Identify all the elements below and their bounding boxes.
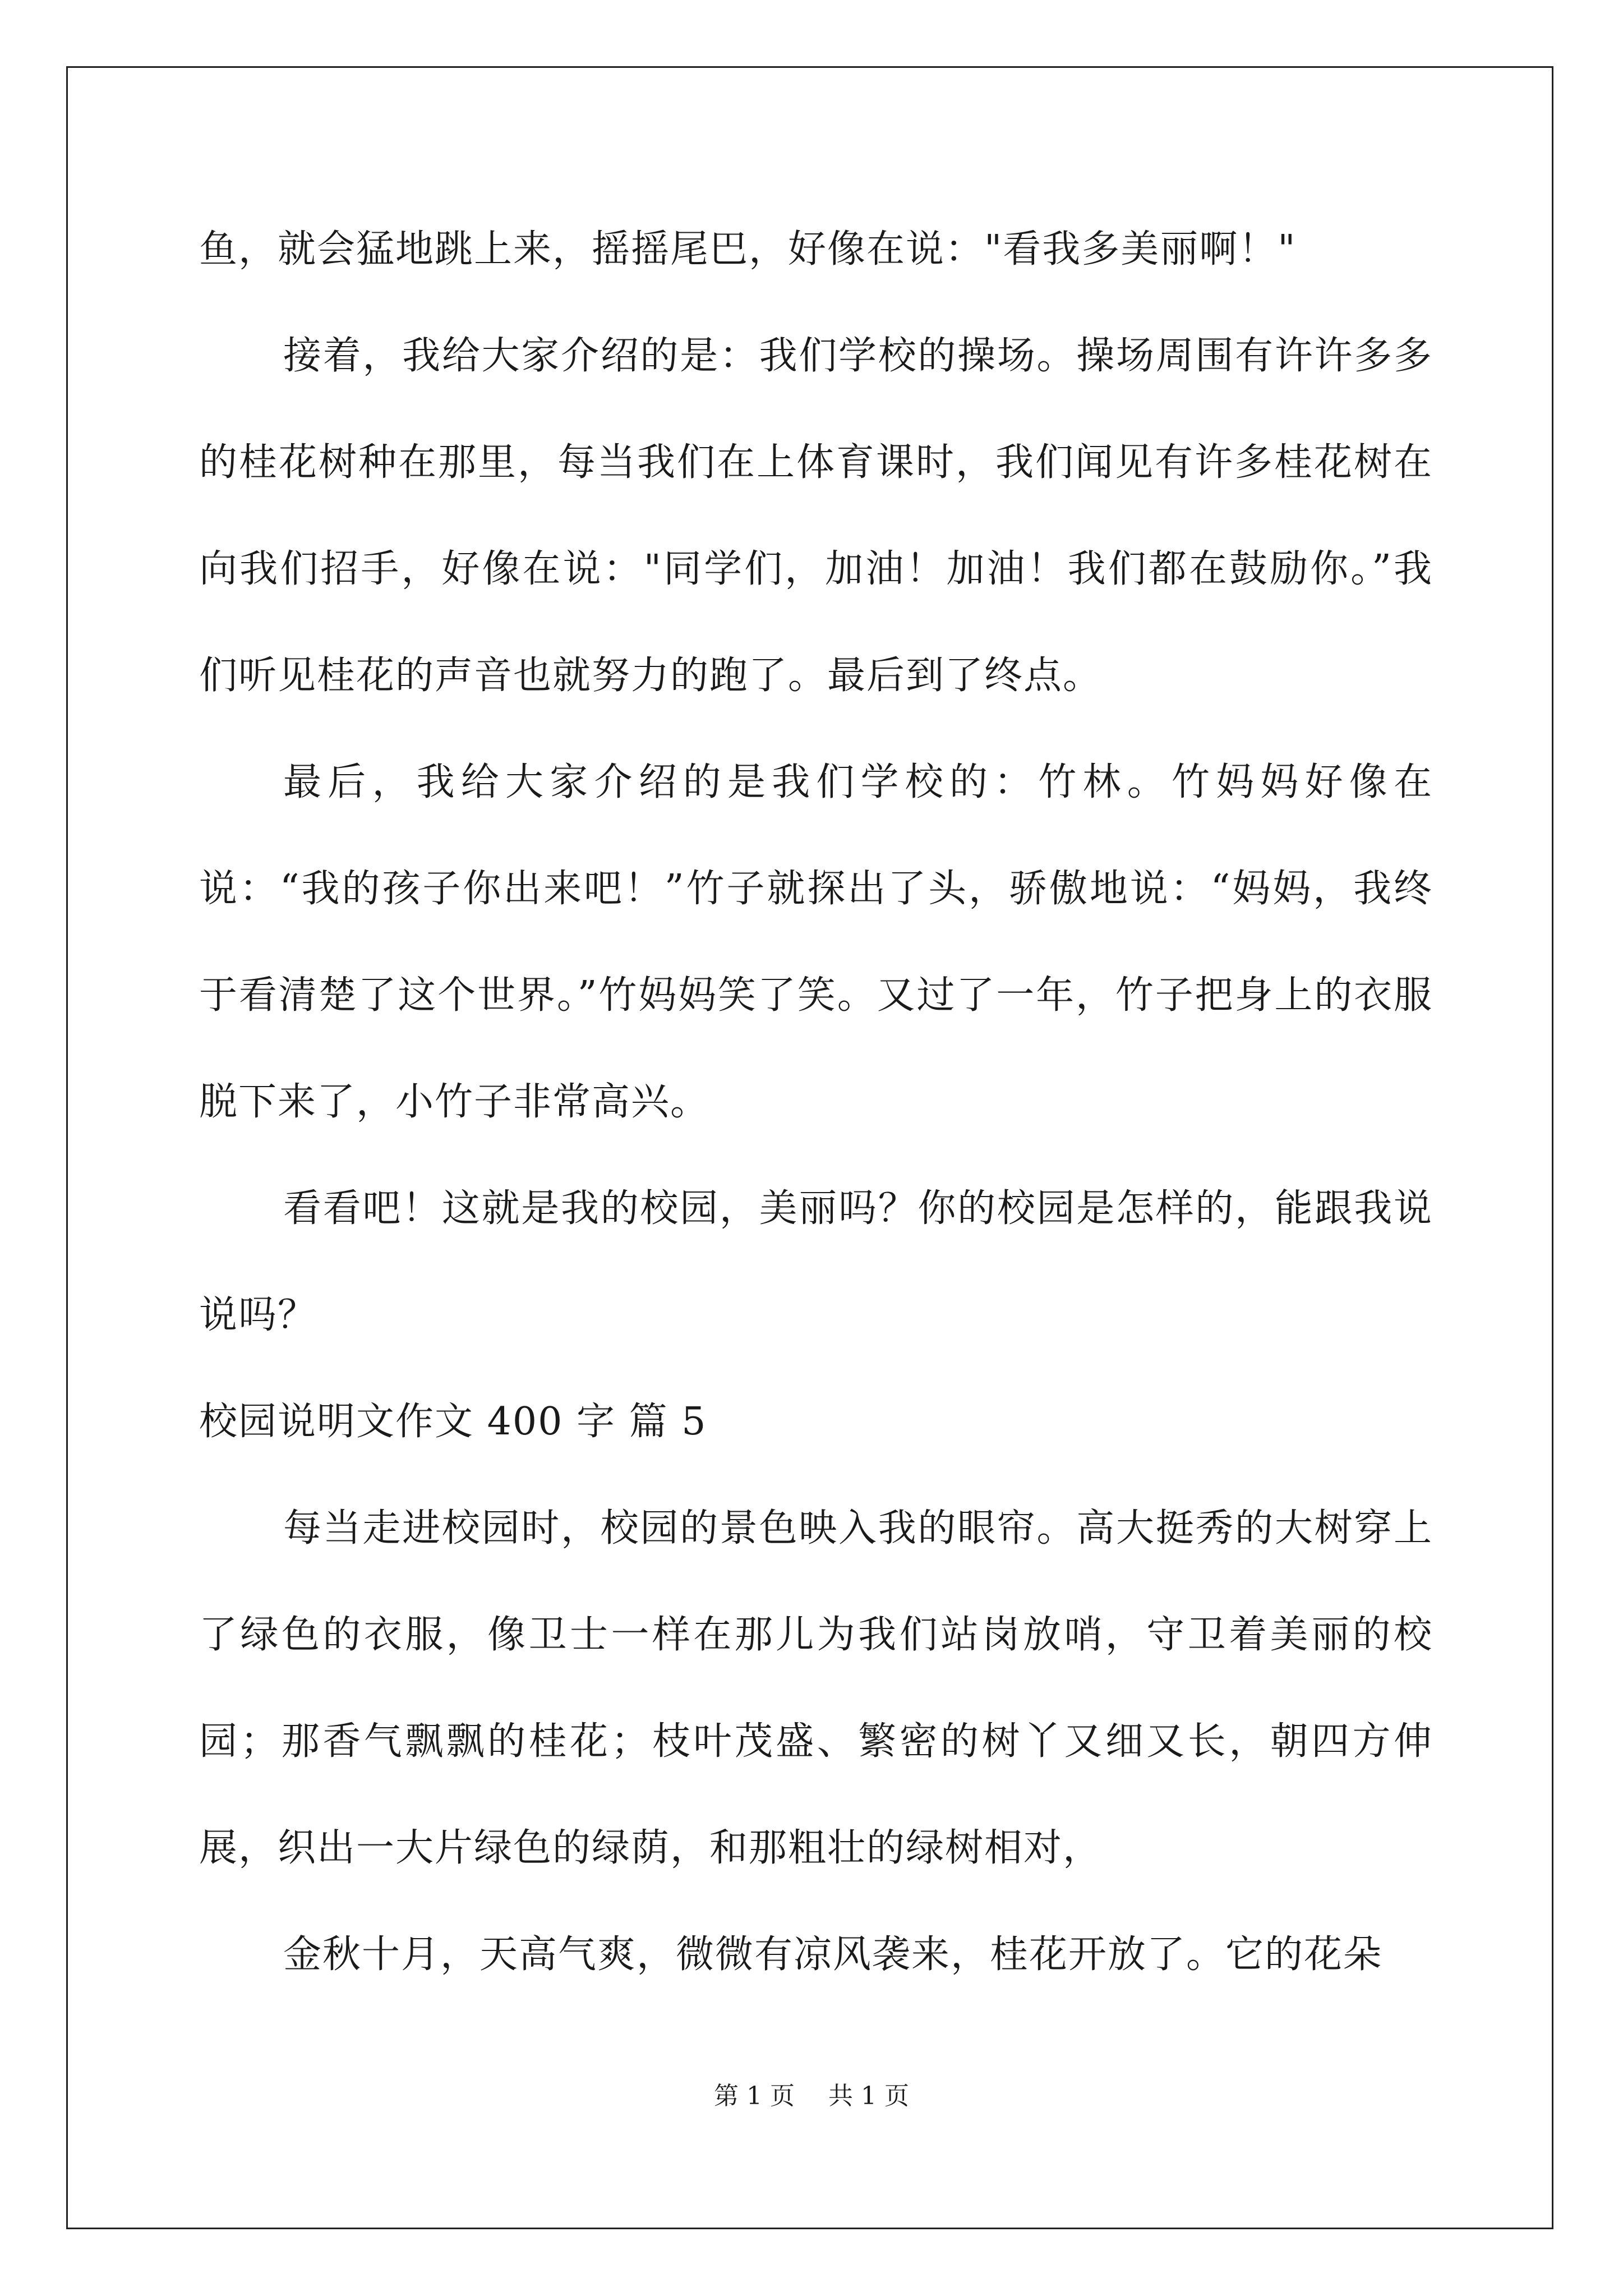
page-footer [0, 2076, 1623, 2111]
page-total: 共 1 页 [828, 2082, 909, 2110]
paragraph-autumn: 金秋十月，天高气爽，微微有凉风袭来，桂花开放了。它的花朵 [283, 1932, 1383, 1977]
paragraph-playground: 接着，我给大家介绍的是：我们学校的操场。操场周围有许许多多的桂花树种在那里，每当我们在上体育课时，我们闻见有许多桂花树在向我们招手，好像在说："同学们，加油！加油！我们都在鼓励你。”我们听见桂花的声音也就努力的跑了。最后到了终点。 [199, 334, 1433, 698]
page-number: 第 1 页 [714, 2082, 795, 2110]
section-heading: 校园说明文作文 400 字 篇 5 [199, 1400, 707, 1444]
document-body [199, 196, 1433, 2008]
paragraph-bamboo: 最后，我给大家介绍的是我们学校的：竹林。竹妈妈好像在说：“我的孩子你出来吧！”竹子就探出了头，骄傲地说：“妈妈，我终于看清楚了这个世界。”竹妈妈笑了笑。又过了一年，竹子把身上的衣服脱下来了，小竹子非常高兴。 [199, 760, 1433, 1124]
paragraph-campus-scenery: 每当走进校园时，校园的景色映入我的眼帘。高大挺秀的大树穿上了绿色的衣服，像卫士一样在那儿为我们站岗放哨，守卫着美丽的校园；那香气飘飘的桂花；枝叶茂盛、繁密的树丫又细又长，朝四方伸展，织出一大片绿色的绿荫，和那粗壮的绿树相对， [199, 1506, 1433, 1870]
paragraph-closing: 看看吧！这就是我的校园，美丽吗？你的校园是怎样的，能跟我说说吗？ [199, 1186, 1433, 1337]
paragraph-fish: 鱼，就会猛地跳上来，摇摇尾巴，好像在说："看我多美丽啊！" [199, 227, 1297, 272]
